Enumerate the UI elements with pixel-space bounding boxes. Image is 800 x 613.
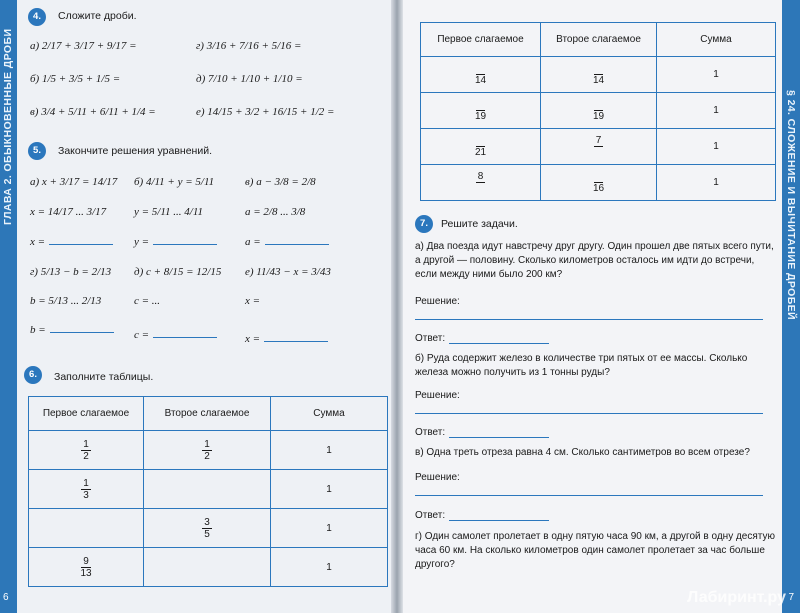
equation-b: б) 4/11 + y = 5/11 (134, 176, 215, 188)
section-title: § 24. СЛОЖЕНИЕ И ВЫЧИТАНИЕ ДРОБЕЙ (785, 90, 797, 320)
section-strip (782, 0, 800, 613)
denominator (596, 147, 602, 158)
task-4-item-a: а) 2/17 + 3/17 + 9/17 = (30, 40, 137, 52)
denominator: 14 (474, 75, 487, 86)
cell-first[interactable] (29, 548, 144, 587)
answer-b-g[interactable] (30, 324, 114, 336)
answer-line[interactable] (153, 330, 217, 338)
cell-first[interactable] (421, 165, 541, 201)
denominator: 2 (204, 450, 210, 462)
numerator: 7 (595, 135, 602, 146)
cell-sum: 1 (657, 93, 776, 129)
cell-second[interactable] (541, 129, 657, 165)
numerator (594, 99, 604, 111)
denominator: 19 (592, 111, 605, 122)
denominator: 13 (80, 567, 92, 579)
equation-g: г) 5/13 − b = 2/13 (30, 266, 112, 278)
answer-line[interactable] (49, 237, 113, 245)
task-4-title: Сложите дроби. (58, 10, 137, 22)
numerator (594, 171, 604, 183)
denominator (478, 183, 484, 194)
equation-d: д) c + 8/15 = 12/15 (134, 266, 222, 278)
cell-sum: 1 (271, 470, 388, 509)
chapter-strip (0, 0, 17, 613)
problem-g: г) Один самолет пролетает в одну пятую часа 90 км, а другой в одну десятую часа 60 км. На сколько километров один самолет пролетает за час больше другого? (415, 531, 775, 570)
table-row (29, 470, 388, 509)
task-6-badge: 6. (24, 366, 42, 384)
table-row (29, 509, 388, 548)
col-sum: Сумма (657, 23, 776, 57)
answer-c-d[interactable] (134, 329, 217, 341)
task-4-badge: 4. (28, 8, 46, 26)
cell-first[interactable] (29, 509, 144, 548)
answer-b-g-label: b = (30, 324, 46, 336)
problem-a: а) Два поезда идут навстречу друг другу. Один прошел две пятых всего пути, а другой — половину. Сколько километров осталось им идти до встречи, если между ними было 200 км? (415, 241, 774, 280)
numerator (594, 63, 604, 75)
answer-y-b[interactable] (134, 236, 217, 248)
solution-line[interactable] (415, 413, 763, 414)
numerator: 1 (83, 438, 89, 450)
cell-second[interactable] (541, 93, 657, 129)
problem-v: в) Одна треть отреза равна 4 см. Сколько сантиметров во всем отрезе? (415, 447, 750, 458)
numerator: 9 (83, 555, 89, 567)
chapter-title: ГЛАВА 2. ОБЫКНОВЕННЫЕ ДРОБИ (2, 28, 14, 225)
cell-second[interactable] (144, 470, 271, 509)
numerator: 1 (204, 438, 210, 450)
equation-a-step: x = 14/17 ... 3/17 (30, 206, 107, 218)
equation-e-step: x = (245, 295, 261, 307)
right-page (403, 0, 800, 613)
answer-line[interactable] (449, 343, 549, 344)
cell-first[interactable] (29, 431, 144, 470)
cell-first[interactable] (421, 129, 541, 165)
answer-line[interactable] (264, 334, 328, 342)
table-row (421, 129, 776, 165)
equation-v-step: a = 2/8 ... 3/8 (245, 206, 306, 218)
equation-v: в) a − 3/8 = 2/8 (245, 176, 316, 188)
task-6-title: Заполните таблицы. (54, 371, 154, 383)
solution-label: Решение: (415, 390, 460, 401)
answer-line[interactable] (449, 437, 549, 438)
solution-label: Решение: (415, 472, 460, 483)
cell-second[interactable] (541, 57, 657, 93)
col-second: Второе слагаемое (144, 397, 271, 431)
cell-sum: 1 (271, 509, 388, 548)
solution-label: Решение: (415, 296, 460, 307)
cell-second[interactable] (144, 509, 271, 548)
cell-sum: 1 (657, 129, 776, 165)
table-row (421, 57, 776, 93)
cell-second[interactable] (541, 165, 657, 201)
cell-first[interactable] (421, 57, 541, 93)
answer-label: Ответ: (415, 510, 446, 521)
col-second: Второе слагаемое (541, 23, 657, 57)
answer-label: Ответ: (415, 333, 446, 344)
equation-g-step: b = 5/13 ... 2/13 (30, 295, 102, 307)
numerator (476, 135, 486, 147)
task-4-item-g: г) 3/16 + 7/16 + 5/16 = (196, 40, 302, 52)
equation-b-step: y = 5/11 ... 4/11 (134, 206, 204, 218)
numerator: 8 (477, 171, 484, 182)
task-4-item-e: е) 14/15 + 3/2 + 16/15 + 1/2 = (196, 106, 335, 118)
answer-line[interactable] (153, 237, 217, 245)
task-7-title: Решите задачи. (441, 218, 518, 230)
cell-second[interactable] (144, 431, 271, 470)
col-sum: Сумма (271, 397, 388, 431)
task-7-badge: 7. (415, 215, 433, 233)
denominator: 5 (204, 528, 210, 540)
equation-a: а) x + 3/17 = 14/17 (30, 176, 118, 188)
numerator: 3 (204, 516, 210, 528)
denominator: 3 (83, 489, 89, 501)
answer-line[interactable] (50, 325, 114, 333)
numerator (476, 63, 486, 75)
denominator: 16 (592, 183, 605, 194)
denominator: 21 (474, 147, 487, 158)
cell-sum: 1 (657, 57, 776, 93)
answer-y-b-label: y = (134, 236, 150, 248)
table-header-row (29, 397, 388, 431)
solution-line[interactable] (415, 495, 763, 496)
answer-x-e-label: x = (245, 333, 261, 345)
numerator (476, 99, 486, 111)
answer-a-v-label: a = (245, 236, 261, 248)
answer-line[interactable] (265, 237, 329, 245)
cell-first[interactable] (421, 93, 541, 129)
table-row (29, 431, 388, 470)
denominator: 19 (474, 111, 487, 122)
task-5-title: Закончите решения уравнений. (58, 145, 212, 157)
cell-second[interactable] (144, 548, 271, 587)
answer-x-a-label: x = (30, 236, 46, 248)
answer-label: Ответ: (415, 427, 446, 438)
task-4-item-b: б) 1/5 + 3/5 + 1/5 = (30, 73, 121, 85)
answer-a-v[interactable] (245, 236, 329, 248)
cell-sum: 1 (271, 548, 388, 587)
table-row (421, 165, 776, 201)
table-header-row (421, 23, 776, 57)
equation-e: е) 11/43 − x = 3/43 (245, 266, 331, 278)
solution-line[interactable] (415, 319, 763, 320)
cell-sum: 1 (271, 431, 388, 470)
page-number-right: 7 (788, 592, 794, 603)
cell-first[interactable] (29, 470, 144, 509)
task-6-table (28, 396, 388, 587)
numerator: 1 (83, 477, 89, 489)
cell-sum: 1 (657, 165, 776, 201)
watermark-logo: Лабиринт.ру (687, 589, 786, 606)
book-spine (391, 0, 403, 613)
table-row (29, 548, 388, 587)
left-page (0, 0, 391, 613)
table-row (421, 93, 776, 129)
col-first: Первое слагаемое (421, 23, 541, 57)
answer-x-e[interactable] (245, 333, 328, 345)
equation-d-step: c = ... (134, 295, 161, 307)
answer-c-d-label: c = (134, 329, 150, 341)
task-4-item-d: д) 7/10 + 1/10 + 1/10 = (196, 73, 303, 85)
task-4-item-v: в) 3/4 + 5/11 + 6/11 + 1/4 = (30, 106, 156, 118)
problem-b: б) Руда содержит железо в количестве три пятых от ее массы. Сколько железа можно получить из 1 тонны руды? (415, 353, 748, 378)
task-5-badge: 5. (28, 142, 46, 160)
denominator: 2 (83, 450, 89, 462)
sum-table (420, 22, 776, 201)
answer-x-a[interactable] (30, 236, 113, 248)
denominator: 14 (592, 75, 605, 86)
page-number-left: 6 (3, 592, 9, 603)
col-first: Первое слагаемое (29, 397, 144, 431)
answer-line[interactable] (449, 520, 549, 521)
